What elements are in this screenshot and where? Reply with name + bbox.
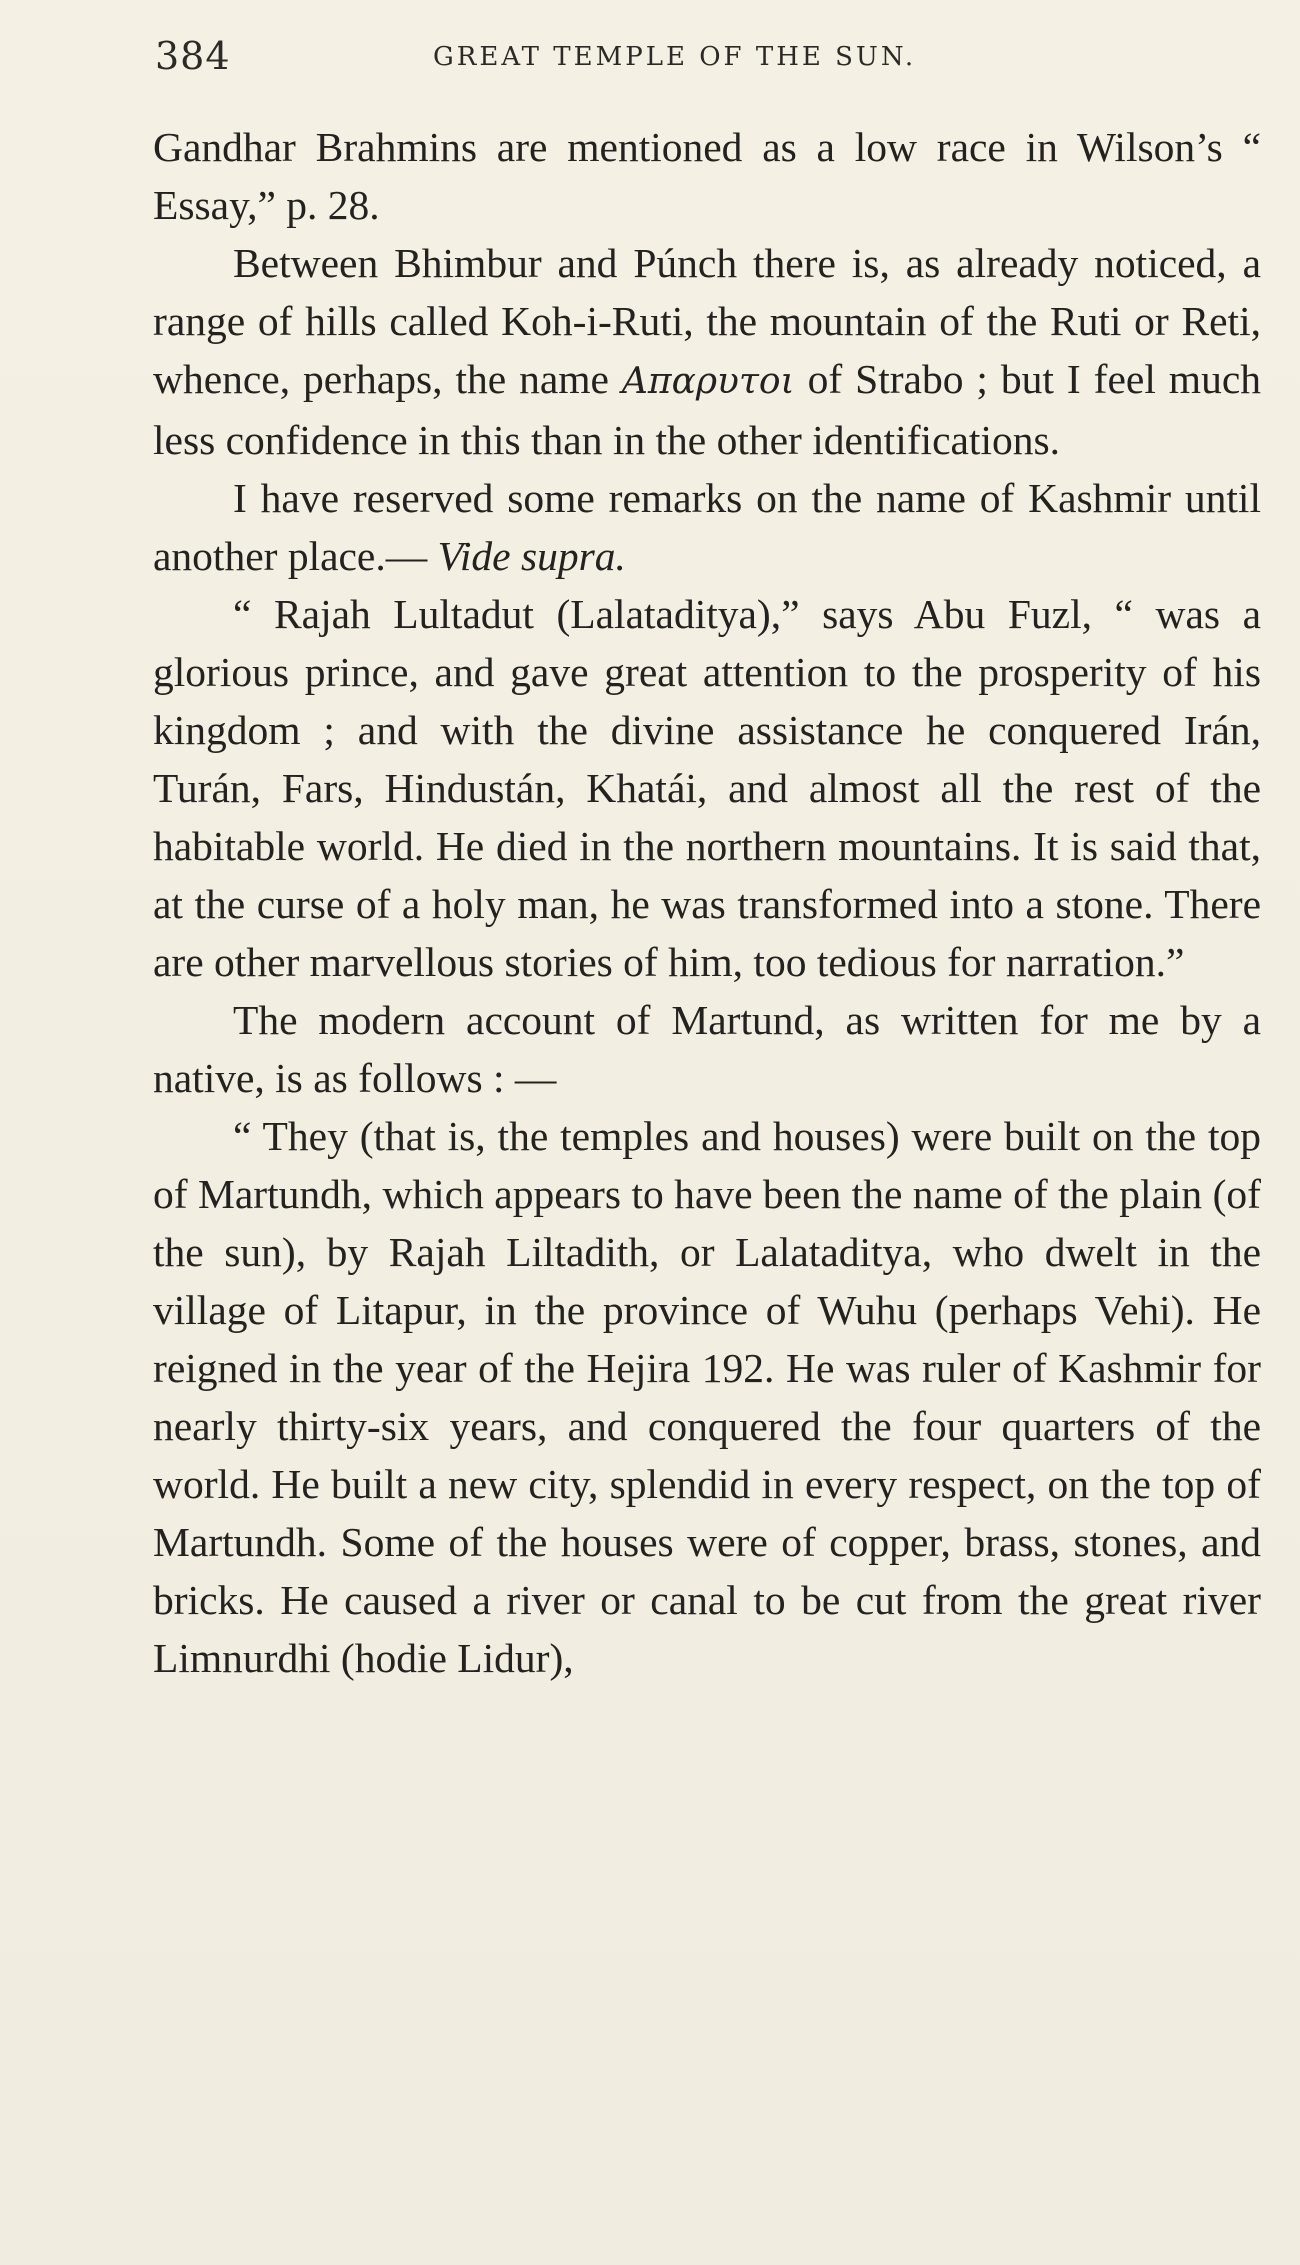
paragraph-bhimbur-punch xyxy=(153,234,1261,469)
paragraph-modern-account: The modern account of Martund, as written for me by a native, is as follows : — xyxy=(153,997,1261,1101)
greek-name: Απαρυτοι xyxy=(621,361,795,402)
vide-supra-reference: Vide supra. xyxy=(437,533,626,579)
paragraph-text-after-greek: of Strabo ; but I feel much less confidence in this than in the other identifications. xyxy=(153,356,1261,463)
page-header xyxy=(155,34,1265,84)
paragraph-abu-fuzl-quote: “ Rajah Lultadut (Lalataditya),” says Abu Fuzl, “ was a glorious prince, and gave great attention to the prosperity of his kingdom ; and with the divine assistance he conquered Irán, Turán, Fars, Hindustán, Khatái, and almost all the rest of the habitable world. He died in the northern mountains. It is said that, at the curse of a holy man, he was transformed into a stone. There are other marvellous stories of him, too tedious for narration.” xyxy=(153,591,1261,985)
running-title: GREAT TEMPLE OF THE SUN. xyxy=(433,42,917,72)
paragraph-gandhar-brahmins: Gandhar Brahmins are mentioned as a low race in Wilson’s “ Essay,” p. 28. xyxy=(153,124,1261,228)
paragraph-martundh-account: “ They (that is, the temples and houses) were built on the top of Martundh, which appears to have been the name of the plain (of the sun), by Rajah Liltadith, or Lalataditya, who dwelt in the village of Litapur, in the province of Wuhu (perhaps Vehi). He reigned in the year of the Hejira 192. He was ruler of Kashmir for nearly thirty-six years, and conquered the four quarters of the world. He built a new city, splendid in every respect, on the top of Martundh. Some of the houses were of copper, brass, stones, and bricks. He caused a river or canal to be cut from the great river Limnurdhi (hodie Lidur), xyxy=(153,1113,1261,1681)
paragraph-text: I have reserved some remarks on the name of Kashmir until another place.— xyxy=(153,475,1261,579)
paragraph-kashmir-name xyxy=(153,469,1261,585)
paragraph-text-before-greek: Between Bhimbur and Púnch there is, as already noticed, a range of hills called Koh-i-Ruti, the mountain of the Ruti or Reti, whence, perhaps, the name xyxy=(153,240,1261,402)
page-body xyxy=(153,118,1261,1687)
page-number: 384 xyxy=(155,34,231,78)
